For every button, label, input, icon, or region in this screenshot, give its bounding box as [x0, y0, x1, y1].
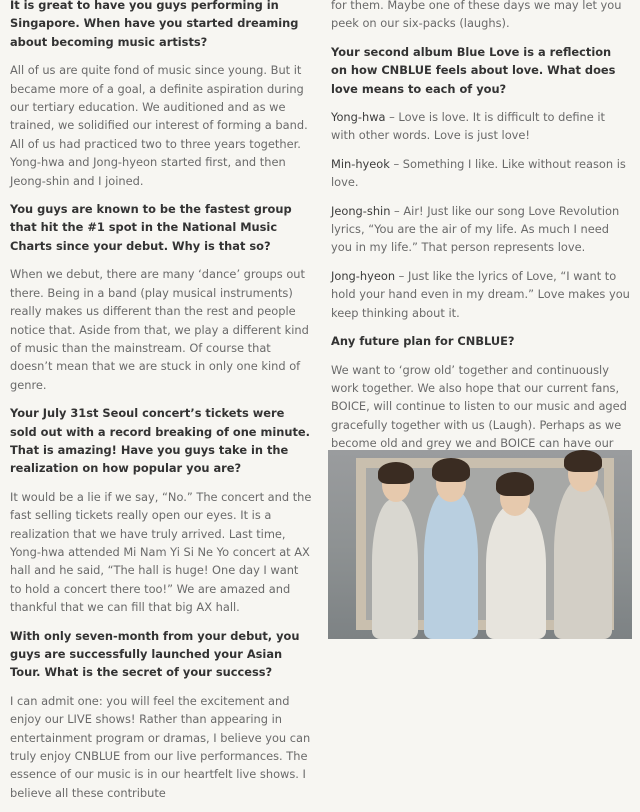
interview-question: You guys are known to be the fastest group that hit the #1 spot in the National Music Charts since your debut. Why is that so? [10, 202, 292, 253]
interview-answer: All of us are quite fond of music since young. But it became more of a goal, a definite aspiration during our tertiary education. We auditioned and as we trained, we solidified our interest of forming a band. All of us had practiced two to three years together. Yong-hwa and Jong-hyeon started first, and then Jeong-shin and I joined. [10, 63, 308, 188]
band-member-hair [432, 458, 470, 482]
interview-answer [331, 202, 631, 257]
interview-answer: I can admit one: you will feel the excitement and enjoy our LIVE shows! Rather than appearing in entertainment program or dramas, I believe you can truly enjoy CNBLUE from our live performances. The essence of our music is in our heartfelt live shows. I believe all these contribute [10, 693, 311, 800]
answer-text: – Air! Just like our song Love Revolution lyrics, “You are the air of my life. As much I need you in my life.” That person represents love. [331, 203, 620, 255]
answer-text: for them. Maybe one of these days we may let you peek on our six-packs (laughs). [331, 0, 622, 31]
speaker-name: Jeong-shin [331, 203, 391, 218]
speaker-name: Yong-hwa [331, 110, 386, 125]
interview-answer [331, 0, 631, 33]
band-photo [328, 450, 632, 639]
left-column [10, 0, 312, 812]
interview-answer [331, 108, 631, 145]
interview-answer [331, 155, 631, 192]
interview-question: With only seven-month from your debut, you guys are successfully launched your Asian Tour. What is the secret of your success? [10, 628, 300, 680]
speaker-name: Min-hyeok [331, 156, 390, 171]
answer-text: – Something I like. Like without reason is love. [331, 156, 626, 190]
band-member-figure [372, 499, 418, 639]
band-member-figure [554, 479, 612, 639]
interview-answer: It would be a lie if we say, “No.” The concert and the fast selling tickets really open our eyes. It is a realization that we have truly arrived. Last time, Yong-hwa attended Mi Nam Yi Si Ne Yo concert at AX hall and he said, “The hall is huge! One day I want to hold a concert there too!” We are amazed and thankful that we can fill that big AX hall. [10, 489, 312, 615]
interview-question: It is great to have you guys performing in Singapore. When have you started dreaming about becoming music artists? [10, 0, 299, 49]
interview-question: Your second album Blue Love is a reflection on how CNBLUE feels about love. What does love means to each of you? [331, 44, 616, 96]
interview-answer: When we debut, there are many ‘dance’ groups out there. Being in a band (play musical instruments) really makes us different than the rest and people notice that. Aside from that, we play a different kind of music than the mainstream. Of course that doesn’t mean that we are stuck in only one kind of genre. [10, 267, 309, 392]
band-member-figure [424, 489, 478, 639]
band-member-hair [378, 462, 414, 484]
band-member-hair [564, 450, 602, 472]
interview-question: Any future plan for CNBLUE? [331, 334, 515, 349]
right-column [331, 0, 631, 499]
interview-answer: We want to ‘grow old’ together and continuously work together. We also hope that our current fans, BOICE, will continue to listen to our music and aged gracefully together with us (Laugh). Perhaps as we become old and grey we and BOICE can have our [331, 362, 627, 451]
band-member-hair [496, 472, 534, 496]
speaker-name: Jong-hyeon [331, 268, 396, 283]
answer-text: – Love is love. It is difficult to define it with other words. Love is just love! [331, 110, 606, 143]
band-member-figure [486, 504, 546, 639]
interview-answer [331, 267, 631, 322]
interview-question: Your July 31st Seoul concert’s tickets were sold out with a record breaking of one minute. That is amazing! Have you guys take in the realization on how popular you are? [10, 406, 310, 476]
answer-text: – Just like the lyrics of Love, “I want to hold your hand even in my dream.” Love makes you keep thinking about it. [331, 268, 630, 320]
